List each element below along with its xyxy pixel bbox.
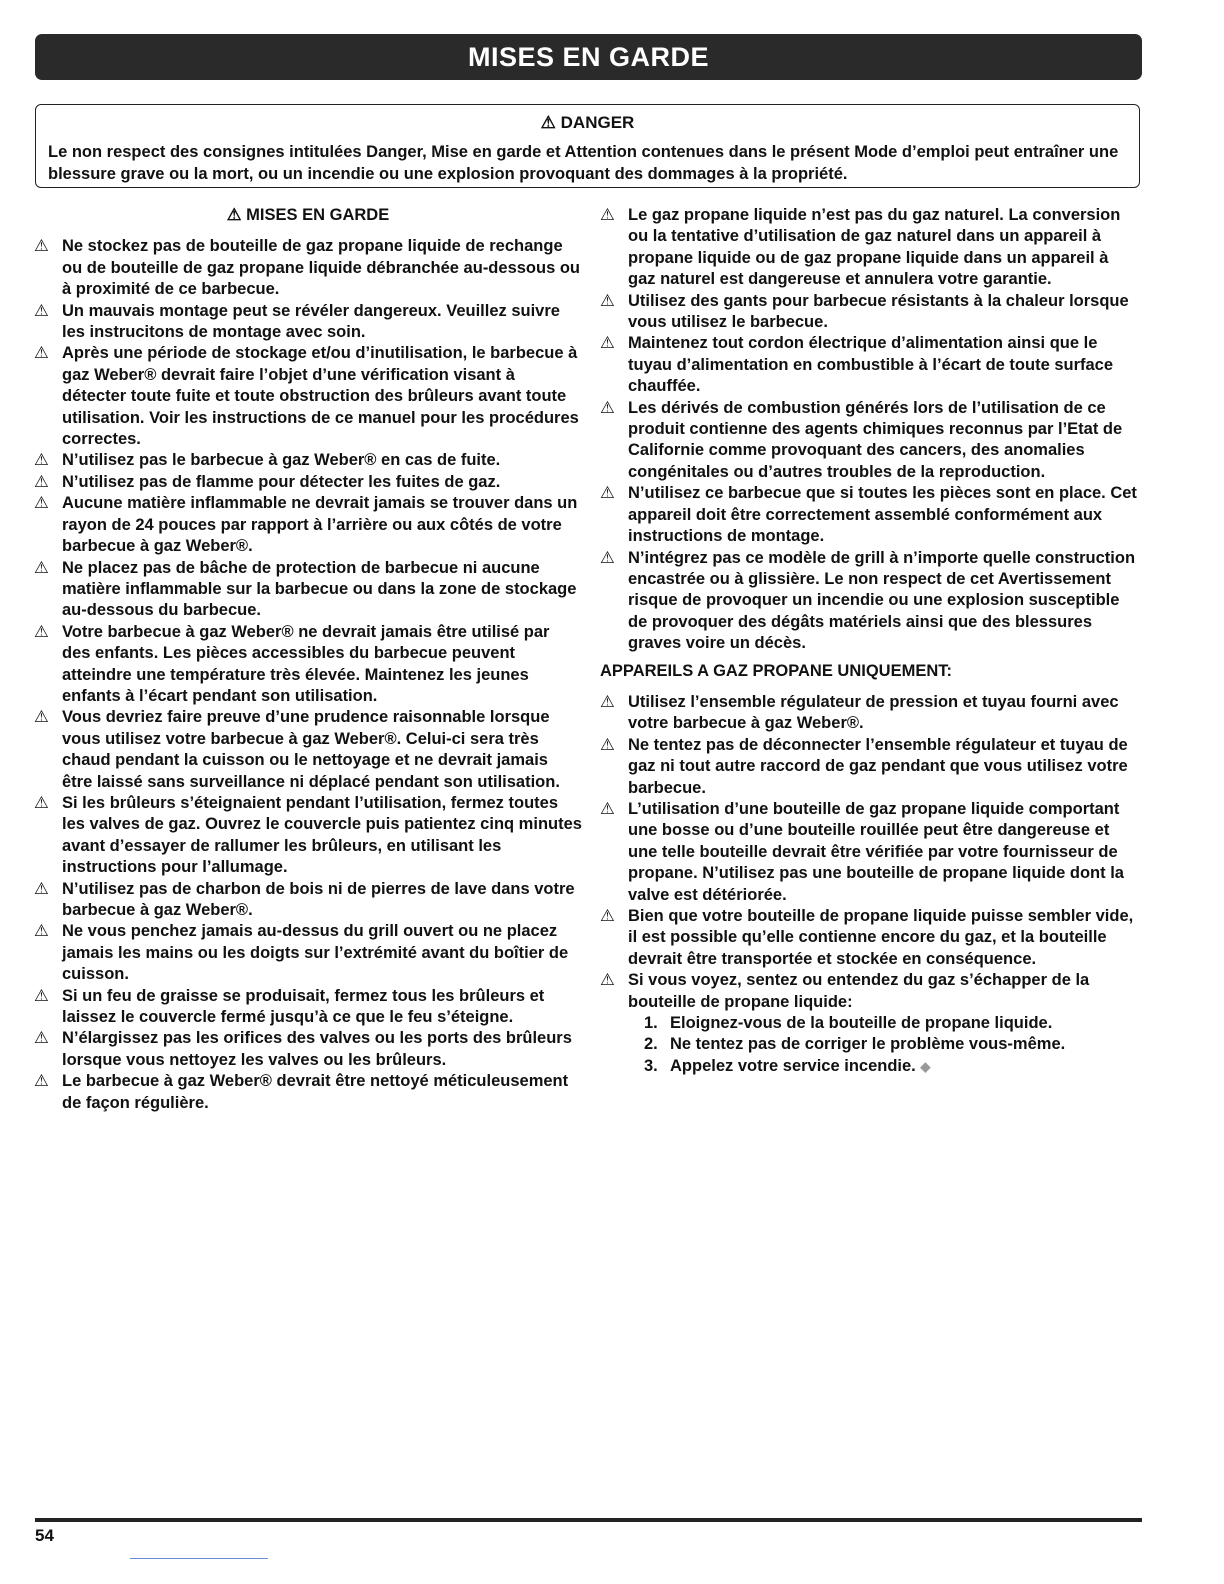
warning-text: N’élargissez pas les orifices des valves ou les ports des brûleurs lorsque vous nettoyez les valves ou les brûleurs. (62, 1029, 572, 1069)
link-underline (130, 1558, 268, 1559)
warning-item (600, 333, 1140, 397)
warning-triangle-icon: ⚠ (34, 558, 49, 577)
warning-item (34, 493, 582, 557)
warning-triangle-icon: ⚠ (600, 907, 615, 925)
propane-warning-list (600, 692, 1140, 1013)
warning-item (600, 483, 1140, 547)
propane-heading: APPAREILS A GAZ PROPANE UNIQUEMENT: (600, 661, 953, 680)
warning-triangle-icon: ⚠ (34, 793, 49, 812)
warning-text: Aucune matière inflammable ne devrait jamais se trouver dans un rayon de 24 pouces par rapport à l’arrière ou aux côtés de votre barbecue à gaz Weber®. (62, 494, 578, 556)
warning-text: Ne vous penchez jamais au-dessus du grill ouvert ou ne placez jamais les mains ou les doigts sur l’extrémité avant du boîtier de cuisson. (62, 922, 569, 984)
warning-text: Le gaz propane liquide n’est pas du gaz naturel. La conversion ou la tentative d’utilisation de gaz naturel dans un appareil à propane liquide ou de gaz propane liquide dans un appareil à gaz naturel est dangereuse et annulera votre garantie. (628, 206, 1121, 289)
footer-rule (35, 1518, 1142, 1522)
warning-text: N’utilisez pas de charbon de bois ni de pierres de lave dans votre barbecue à gaz Weber®. (62, 879, 575, 919)
warning-text: Les dérivés de combustion générés lors de l’utilisation de ce produit contienne des agents chimiques reconnus par l’Etat de Californie comme provoquant des cancers, des anomalies congénitales ou d’autres troubles de la reproduction. (628, 398, 1123, 481)
warning-item (600, 970, 1140, 1013)
right-column (600, 205, 1140, 1077)
title-banner (35, 34, 1142, 80)
danger-heading: ⚠ DANGER (540, 113, 635, 132)
warning-triangle-icon: ⚠ (34, 451, 49, 470)
warning-text: Si un feu de graisse se produisait, fermez tous les brûleurs et laissez le couvercle fermé jusqu’à ce que le feu s’éteigne. (62, 986, 545, 1027)
warning-item (34, 793, 582, 879)
warning-triangle-icon: ⚠ (34, 344, 49, 363)
warning-item (600, 906, 1140, 970)
warning-triangle-icon: ⚠ (600, 692, 615, 711)
warning-text: Vous devriez faire preuve d’une prudence raisonnable lorsque vous utilisez votre barbecue à gaz Weber®. Celui-ci sera très chaud pendant la cuisson ou le nettoyage et ne devrait jamais être laissé sans surveillance ni déplacé pendant son utilisation. (62, 708, 560, 791)
warning-triangle-icon: ⚠ (600, 971, 615, 990)
step-text: Eloignez-vous de la bouteille de propane liquide. (670, 1014, 1053, 1033)
warning-item (34, 622, 582, 708)
warning-item (600, 291, 1140, 334)
warning-item (34, 1071, 582, 1114)
warning-item (600, 799, 1140, 906)
warning-text: Ne placez pas de bâche de protection de barbecue ni aucune matière inflammable sur la barbecue ou dans la zone de stockage au-dessous du barbecue. (62, 558, 577, 620)
warning-triangle-icon: ⚠ (34, 708, 49, 727)
warning-triangle-icon: ⚠ (600, 291, 615, 310)
warning-text: Ne stockez pas de bouteille de gaz propane liquide de rechange ou de bouteille de gaz propane liquide débranchée au-dessous ou à proximité de ce barbecue. (62, 237, 580, 299)
right-warning-list (600, 205, 1140, 655)
warning-item (34, 472, 582, 493)
warning-text: Si les brûleurs s’éteignaient pendant l’utilisation, fermez toutes les valves de gaz. Ouvrez le couvercle puis patientez cinq minutes avant d’essayer de rallumer les brûleurs, en utilisant les instructions pour l’allumage. (62, 793, 582, 877)
warning-triangle-icon: ⚠ (34, 472, 49, 491)
warning-item (34, 301, 582, 344)
warning-triangle-icon: ⚠ (34, 237, 49, 256)
warning-item (34, 879, 582, 922)
warning-triangle-icon: ⚠ (600, 206, 615, 224)
warning-text: Le barbecue à gaz Weber® devrait être nettoyé méticuleusement de façon régulière. (62, 1072, 569, 1112)
warning-triangle-icon: ⚠ (600, 799, 615, 818)
danger-box (35, 104, 1140, 188)
step-item (644, 1013, 1140, 1034)
warning-triangle-icon: ⚠ (34, 622, 49, 641)
warning-triangle-icon: ⚠ (34, 879, 49, 898)
step-number: 2. (644, 1035, 658, 1054)
warning-item (600, 398, 1140, 484)
warning-item (34, 450, 582, 471)
warning-item (600, 692, 1140, 735)
warning-item (34, 1028, 582, 1071)
step-item (644, 1056, 1140, 1077)
danger-text: Le non respect des consignes intitulées Danger, Mise en garde et Attention contenues dans le présent Mode d’emploi peut entraîner une blessure grave ou la mort, ou un incendie ou une explosion provoquant des dommages à la propriété. (48, 143, 1119, 183)
warning-text: L’utilisation d’une bouteille de gaz propane liquide comportant une bosse ou d’une bouteille rouillée peut être dangereuse et une telle bouteille devrait être vérifiée par votre fournisseur de propane. N’utilisez pas une bouteille de propane liquide dont la valve est détériorée. (628, 799, 1124, 904)
left-column (34, 205, 582, 1114)
warning-item (600, 735, 1140, 799)
warning-item (34, 343, 582, 450)
warning-item (34, 558, 582, 622)
warning-item (34, 707, 582, 793)
warning-text: N’utilisez pas de flamme pour détecter les fuites de gaz. (62, 472, 501, 491)
warning-text: N’utilisez pas le barbecue à gaz Weber® en cas de fuite. (62, 451, 501, 470)
warnings-heading: ⚠ MISES EN GARDE (226, 206, 390, 224)
page-title: MISES EN GARDE (467, 41, 710, 72)
warning-triangle-icon: ⚠ (34, 1029, 49, 1048)
warning-text: N’intégrez pas ce modèle de grill à n’importe quelle construction encastrée ou à glissière. Le non respect de cet Avertissement risque de provoquer un incendie ou une explosion susceptible de provoquer des dégâts matériels ainsi que des blessures graves voire un décès. (628, 548, 1136, 653)
warning-triangle-icon: ⚠ (600, 548, 615, 567)
step-text: Appelez votre service incendie. (670, 1056, 916, 1075)
warning-triangle-icon: ⚠ (600, 735, 615, 754)
warning-triangle-icon: ⚠ (34, 494, 49, 513)
step-text: Ne tentez pas de corriger le problème vous-même. (670, 1035, 1066, 1054)
warning-triangle-icon: ⚠ (600, 398, 615, 417)
warning-item (34, 921, 582, 985)
warning-text: Utilisez l’ensemble régulateur de pression et tuyau fourni avec votre barbecue à gaz Weber®. (628, 692, 1119, 733)
steps-list (600, 1013, 1140, 1077)
warning-triangle-icon: ⚠ (34, 922, 49, 941)
warning-text: Votre barbecue à gaz Weber® ne devrait jamais être utilisé par des enfants. Les pièces accessibles du barbecue peuvent atteindre une température très élevée. Maintenez les jeunes enfants à l’écart pendant son utilisation. (62, 622, 550, 705)
warning-item (34, 236, 582, 300)
warning-item (600, 205, 1140, 291)
warning-item (600, 548, 1140, 655)
step-number: 3. (644, 1056, 658, 1075)
step-item (644, 1034, 1140, 1055)
page-number: 54 (35, 1526, 54, 1545)
warning-text: Si vous voyez, sentez ou entendez du gaz s’échapper de la bouteille de propane liquide: (628, 971, 1090, 1011)
warning-text: Bien que votre bouteille de propane liquide puisse sembler vide, il est possible qu’elle contienne encore du gaz, et la bouteille devrait être transportée et stockée en conséquence. (628, 907, 1134, 968)
step-number: 1. (644, 1014, 658, 1033)
warning-item (34, 986, 582, 1029)
warning-text: Après une période de stockage et/ou d’inutilisation, le barbecue à gaz Weber® devrait faire l’objet d’une vérification visant à détecter toute fuite et toute obstruction des brûleurs avant toute utilisation. Voir les instructions de ce manuel pour les procédures correctes. (62, 344, 579, 449)
warning-triangle-icon: ⚠ (600, 484, 615, 503)
warning-triangle-icon: ⚠ (34, 986, 49, 1005)
warning-text: N’utilisez ce barbecue que si toutes les pièces sont en place. Cet appareil doit être correctement assemblé conformément aux instructions de montage. (628, 484, 1137, 546)
end-mark-icon: ◆ (920, 1058, 931, 1074)
left-warning-list (34, 236, 582, 1114)
warning-text: Un mauvais montage peut se révéler dangereux. Veuillez suivre les instrucitons de montage avec soin. (62, 301, 560, 342)
warning-triangle-icon: ⚠ (600, 334, 615, 353)
warning-triangle-icon: ⚠ (34, 1072, 49, 1091)
warning-text: Maintenez tout cordon électrique d’alimentation ainsi que le tuyau d’alimentation en combustible à l’écart de toute surface chauffée. (628, 334, 1114, 396)
warning-text: Utilisez des gants pour barbecue résistants à la chaleur lorsque vous utilisez le barbecue. (628, 291, 1129, 332)
warning-text: Ne tentez pas de déconnecter l’ensemble régulateur et tuyau de gaz ni tout autre raccord de gaz pendant que vous utilisez votre barbecue. (628, 735, 1128, 797)
warning-triangle-icon: ⚠ (34, 301, 49, 320)
